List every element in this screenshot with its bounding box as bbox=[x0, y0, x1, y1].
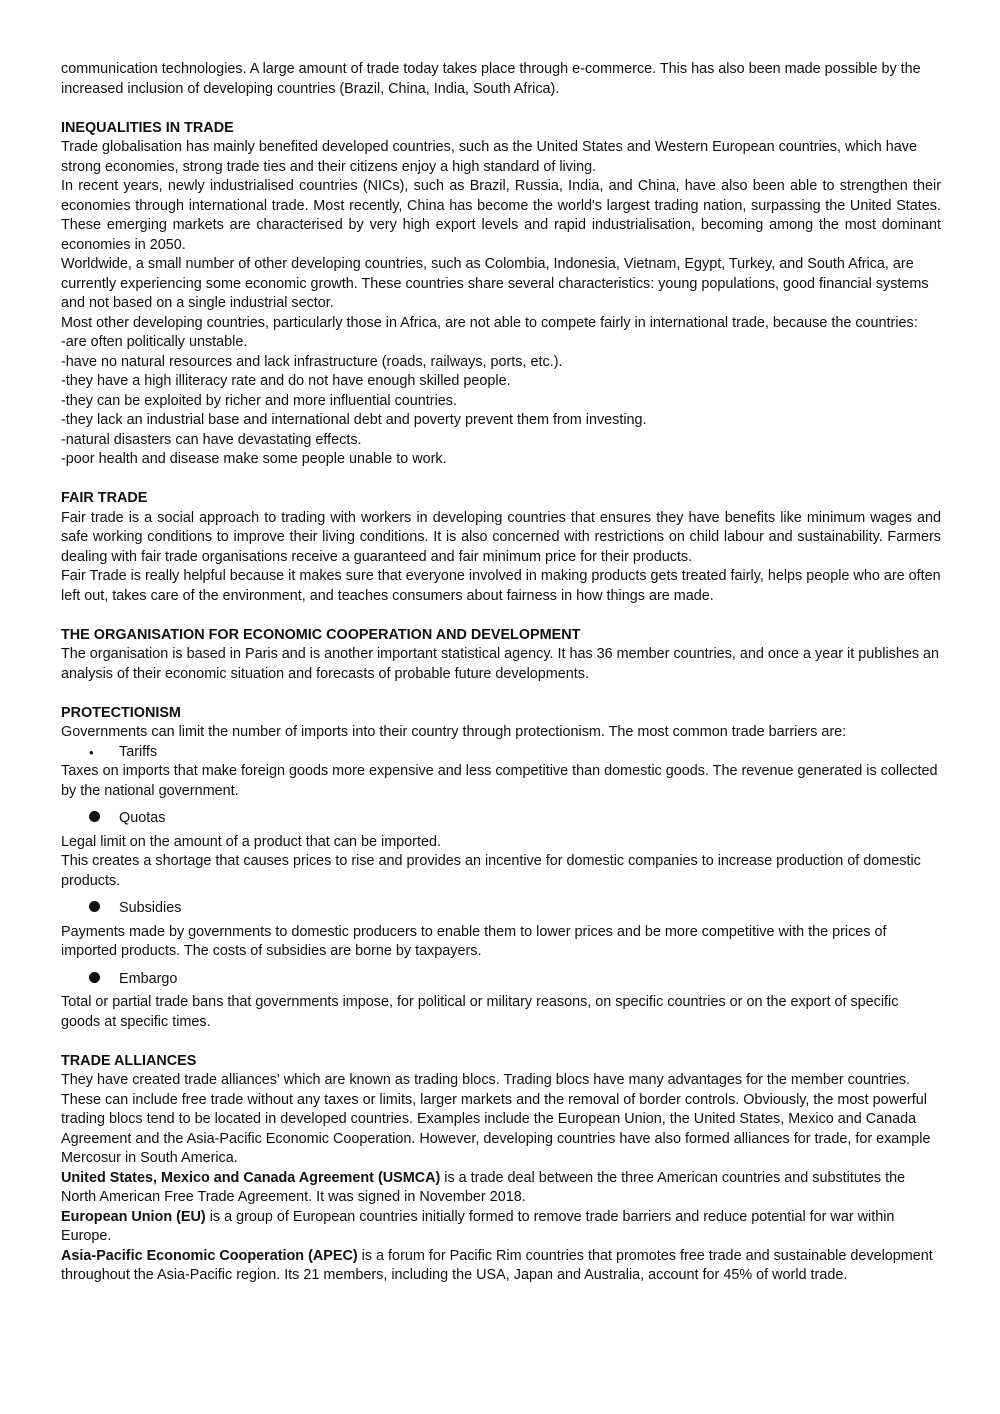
eu-term: European Union (EU) bbox=[61, 1208, 206, 1225]
eu-paragraph bbox=[61, 1208, 941, 1247]
apec-paragraph bbox=[61, 1247, 941, 1286]
inequalities-paragraph-1: Trade globalisation has mainly benefited developed countries, such as the United States and Western European countries, which have strong economies, strong trade ties and their citizens enjoy a high standard of living. bbox=[61, 139, 917, 175]
list-item: -are often politically unstable. bbox=[61, 334, 248, 350]
tariffs-bullet bbox=[61, 743, 941, 763]
inequalities-paragraph-3: Worldwide, a small number of other developing countries, such as Colombia, Indonesia, Vietnam, Egypt, Turkey, and South Africa, are currently experiencing some economic growth. These countries share several characteristics: young populations, good financial systems and not based on a single industrial sector. bbox=[61, 256, 929, 311]
list-item: -they have a high illiteracy rate and do not have enough skilled people. bbox=[61, 373, 511, 389]
embargo-label: Embargo bbox=[119, 970, 178, 987]
bullet-icon bbox=[61, 809, 119, 829]
bullet-icon bbox=[61, 970, 119, 990]
fair-trade-paragraph-1: Fair trade is a social approach to trading with workers in developing countries that ensures they have benefits like minimum wages and safe working conditions to improve their living conditions. It is also concerned with restrictions on child labour and sustainability. Farmers dealing with fair trade organisations receive a guaranteed and fair minimum price for their products. bbox=[61, 509, 941, 565]
apec-term: Asia-Pacific Economic Cooperation (APEC) bbox=[61, 1247, 358, 1264]
list-item: -poor health and disease make some people unable to work. bbox=[61, 451, 447, 467]
quotas-label: Quotas bbox=[119, 810, 166, 826]
trade-alliances-paragraph: They have created trade alliances' which are known as trading blocs. Trading blocs have many advantages for the member countries. These can include free trade without any taxes or limits, larger markets and the removal of border controls. Obviously, the most powerful trading blocs tend to be located in developed countries. Examples include the European Union, the United States, Mexico and Canada Agreement and the Asia-Pacific Economic Cooperation. However, developing countries have also formed alliances for trade, for example Mercosur in South America. bbox=[61, 1072, 931, 1166]
embargo-text: Total or partial trade bans that governments impose, for political or military reasons, on specific countries or on the export of specific goods at specific times. bbox=[61, 994, 899, 1030]
tariffs-label: Tariffs bbox=[119, 743, 158, 760]
quotas-bullet bbox=[61, 809, 941, 829]
list-item: -they can be exploited by richer and more influential countries. bbox=[61, 392, 457, 409]
list-item: -have no natural resources and lack infrastructure (roads, railways, ports, etc.). bbox=[61, 353, 563, 370]
embargo-bullet bbox=[61, 970, 941, 990]
usmca-paragraph bbox=[61, 1169, 941, 1208]
tariffs-text: Taxes on imports that make foreign goods more expensive and less competitive than domestic goods. The revenue generated is collected by the national government. bbox=[61, 763, 938, 799]
quotas-text-2: This creates a shortage that causes prices to rise and provides an incentive for domestic companies to increase production of domestic products. bbox=[61, 853, 921, 889]
apec-description: is a forum for Pacific Rim countries that promotes free trade and sustainable development throughout the Asia-Pacific region. Its 21 members, including the USA, Japan and Australia, account for 45% of world trade. bbox=[61, 1247, 933, 1283]
fair-trade-paragraph-2: Fair Trade is really helpful because it makes sure that everyone involved in making products gets treated fairly, helps people who are often left out, takes care of the environment, and teaches consumers about fairness in how things are made. bbox=[61, 568, 941, 604]
subsidies-label: Subsidies bbox=[119, 900, 182, 916]
eu-description: is a group of European countries initially formed to remove trade barriers and reduce potential for war within Europe. bbox=[61, 1208, 895, 1244]
subsidies-text: Payments made by governments to domestic producers to enable them to lower prices and be more competitive with the prices of imported products. The costs of subsidies are borne by taxpayers. bbox=[61, 923, 887, 959]
oecd-heading: THE ORGANISATION FOR ECONOMIC COOPERATION AND DEVELOPMENT bbox=[61, 626, 581, 643]
protectionism-intro: Governments can limit the number of imports into their country through protectionism. The most common trade barriers are: bbox=[61, 724, 847, 740]
trade-alliances-heading: TRADE ALLIANCES bbox=[61, 1052, 197, 1069]
subsidies-bullet bbox=[61, 899, 941, 919]
protectionism-heading: PROTECTIONISM bbox=[61, 704, 181, 721]
usmca-description: is a trade deal between the three American countries and substitutes the North American Free Trade Agreement. It was signed in November 2018. bbox=[61, 1169, 906, 1205]
inequalities-paragraph-4: Most other developing countries, particularly those in Africa, are not able to compete fairly in international trade, because the countries: bbox=[61, 314, 918, 331]
list-item: -they lack an industrial base and international debt and poverty prevent them from investing. bbox=[61, 412, 647, 428]
bullet-icon: • bbox=[89, 744, 94, 760]
list-item: -natural disasters can have devastating effects. bbox=[61, 431, 362, 448]
usmca-term: United States, Mexico and Canada Agreement (USMCA) bbox=[61, 1169, 441, 1186]
intro-paragraph: communication technologies. A large amount of trade today takes place through e-commerce. This has also been made possible by the increased inclusion of developing countries (Brazil, China, India, South Africa). bbox=[61, 61, 921, 97]
bullet-icon bbox=[61, 899, 119, 919]
fair-trade-heading: FAIR TRADE bbox=[61, 490, 148, 506]
inequalities-heading: INEQUALITIES IN TRADE bbox=[61, 119, 234, 136]
oecd-paragraph: The organisation is based in Paris and is another important statistical agency. It has 36 member countries, and once a year it publishes an analysis of their economic situation and forecasts of probable future developments. bbox=[61, 646, 940, 682]
inequalities-paragraph-2: In recent years, newly industrialised countries (NICs), such as Brazil, Russia, India, and China, have also been able to strengthen their economies through international trade. Most recently, China has become the world's largest trading nation, surpassing the United States. These emerging markets are characterised by very high export levels and rapid industrialisation, becoming among the most dominant economies in 2050. bbox=[61, 178, 941, 253]
document-page bbox=[61, 60, 941, 1286]
quotas-text-1: Legal limit on the amount of a product that can be imported. bbox=[61, 833, 441, 850]
